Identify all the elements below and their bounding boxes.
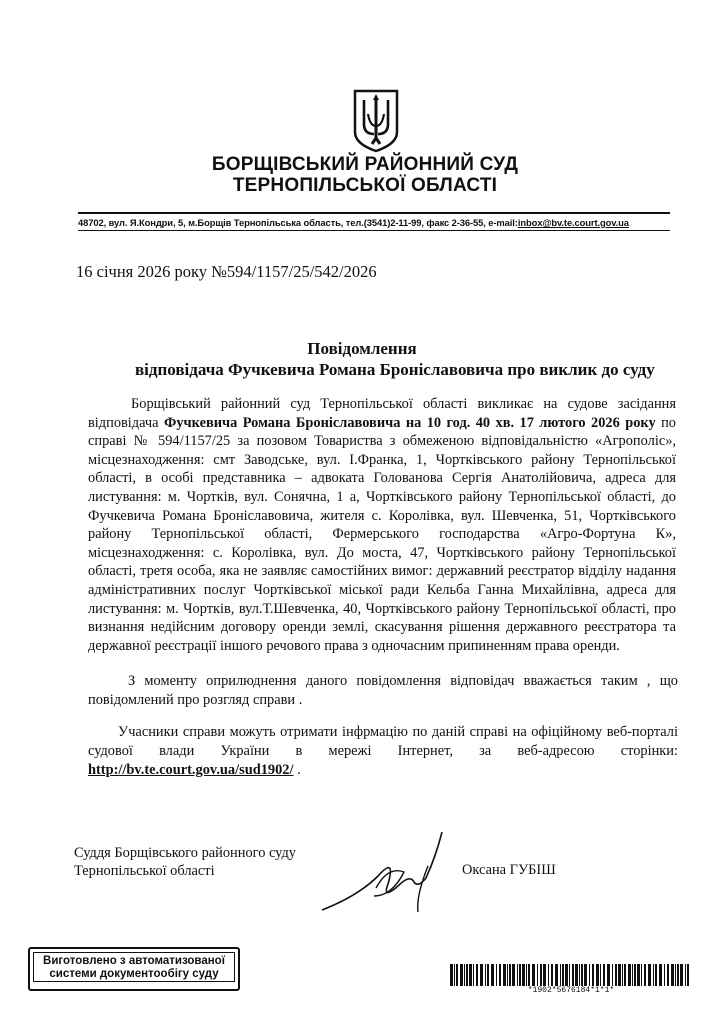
barcode-icon — [450, 964, 692, 986]
info-text-end: . — [293, 762, 301, 778]
handwritten-signature-icon — [318, 826, 468, 916]
summons-text-start: Борщівський районний суд Тернопільської області викликає на судове засідання відповідача — [88, 396, 676, 431]
email-link[interactable]: inbox@bv.te.court.gov.ua — [517, 217, 629, 228]
trident-coat-of-arms-icon — [352, 88, 400, 154]
automated-system-stamp — [28, 947, 240, 991]
document-date-number: 16 січня 2026 року №594/1157/25/542/2026 — [76, 262, 377, 281]
stamp-line1: Виготовлено з автоматизованої — [43, 955, 225, 967]
notice-subtitle: відповідача Фучкевича Романа Броніславовича про виклик до суду — [135, 360, 655, 379]
court-name — [0, 154, 724, 196]
paragraph-info — [88, 723, 678, 780]
court-website-link[interactable]: http://bv.te.court.gov.ua/sud1902/ — [88, 762, 294, 778]
judge-name: Оксана ГУБІШ — [462, 862, 556, 878]
summons-text-end: по справі № 594/1157/25 за позовом Товариства з обмеженою відповідальністю «Агрополіс», місцезнаходження: смт Заводське, вул. І.Франка, 1, Чортківського району Тернопільської області, в особі представника – адвоката Голованова Сергія Анатолійовича, адреса для листування: м. Чортків, вул. Сонячна, 1 а, Чортківського району Тернопільської області, до Фучкевича Романа Броніславовича, жителя с. Королівка, вул. Шевченка, 51, Чортківського району Тернопільської області, Фермерського господарства «Агро-Фортуна К», місцезнаходження: с. Королівка, вул. До моста, 47, Чортківського району Тернопільської області, третя особа, яка не заявляє самостійних вимог: державний реєстратор відділу надання адміністративних послуг Чортківської міської ради Кельба Ганна Михайлівна, адреса для листування: м. Чортків, вул.Т.Шевченка, 40, Чортківського району Тернопільської області, про визнання недійсним договору оренди землі, скасування рішення державного реєстратора та державної реєстрації іншого речового права з одночасним припиненням права оренди. — [88, 414, 676, 654]
court-name-line1: БОРЩІВСЬКИЙ РАЙОННИЙ СУД — [211, 154, 519, 175]
header-rule-top — [78, 212, 670, 214]
judge-title-line2: Тернопільської області — [74, 863, 215, 879]
stamp-line2: системи документообігу суду — [49, 968, 219, 980]
barcode-text: *1902*5676184*1*1* — [527, 986, 615, 995]
header-rule-bottom — [78, 230, 670, 231]
court-name-line2: ТЕРНОПІЛЬСЬКОЇ ОБЛАСТІ — [232, 175, 498, 196]
court-address — [78, 217, 670, 228]
notice-title: Повідомлення — [307, 339, 417, 358]
summons-defendant-time: Фучкевича Романа Броніславовича на 10 год. 40 хв. 17 лютого 2026 року — [163, 414, 656, 431]
notice-body — [88, 395, 676, 655]
address-text: 48702, вул. Я.Кондри, 5, м.Борщів Тернопільська область, тел.(3541)2-11-99, факс 2-36-55, e-mail: — [78, 217, 518, 228]
paragraph-notified: З моменту оприлюднення даного повідомлення відповідач вважається таким , що повідомлений про розгляд справи . — [88, 673, 678, 708]
judge-title — [74, 844, 296, 880]
info-text: Учасники справи можуть отримати інфрмацію по даній справі на офіційному веб-порталі судової влади України в мережі Інтернет, за веб-адресою сторінки: — [88, 724, 678, 759]
judge-title-line1: Суддя Борщівського районного суду — [74, 845, 296, 861]
paragraph-summons — [88, 395, 676, 655]
